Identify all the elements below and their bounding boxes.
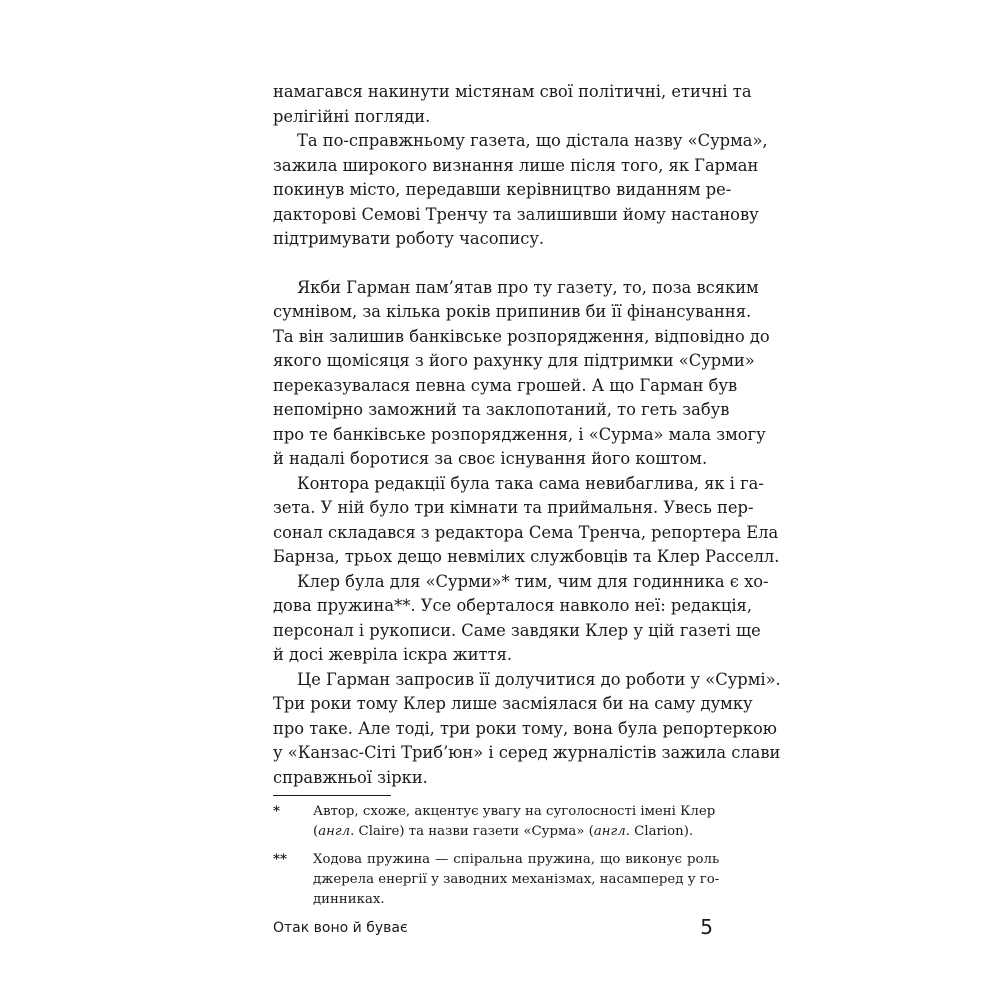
text-line: у «Канзас-Сіті Триб’юн» і серед журналістів зажила слави [273, 743, 781, 762]
footnote-divider [273, 795, 391, 796]
text-line: Та по-справжньому газета, що дістала назву «Сурма», [297, 131, 768, 150]
text-line: дова пружина**. Усе оберталося навколо неї: редакція, [273, 596, 752, 615]
paragraph-2 [273, 129, 768, 252]
text-line: персонал і рукописи. Саме завдяки Клер у цій газеті ще [273, 620, 761, 640]
text-line: Барнза, трьох дещо невмілих службовців та Клер Расселл. [273, 547, 780, 566]
text-line: сумнівом, за кілька років припинив би її фінансування. [273, 302, 752, 321]
running-footer-title: Отак воно й буває [273, 920, 408, 936]
text-line: Це Гарман запросив її долучитися до роботи у «Сурмі». [297, 669, 781, 689]
footnote-line: Ходова пружина — спіральна пружина, що виконує роль [313, 852, 720, 867]
text-line: Якби Гарман пам’ятав про ту газету, то, поза всяким [297, 277, 759, 297]
text-line: Контора редакції була така сама невибаглива, як і га- [297, 473, 764, 493]
text-line: підтримувати роботу часопису. [273, 229, 545, 248]
paragraph-1 [273, 80, 752, 129]
text-line: якого щомісяця з його рахунку для підтримки «Сурми» [273, 351, 755, 370]
footnote-line: джерела енергії у заводних механізмах, насамперед у го- [313, 872, 720, 887]
text-line: зета. У ній було три кімнати та приймальня. Увесь пер- [273, 498, 754, 517]
text-line: зажила широкого визнання лише після того, як Гарман [273, 155, 759, 175]
text-line: Клер була для «Сурми»* тим, чим для годинника є хо- [297, 571, 769, 591]
paragraph-3 [273, 276, 770, 472]
footnotes [273, 802, 720, 918]
footnote-line: динниках. [313, 892, 385, 907]
text-line: справжньої зірки. [273, 767, 428, 787]
body-text [273, 80, 781, 790]
paragraph-5 [273, 570, 769, 668]
text-line: намагався накинути містянам свої політичні, етичні та [273, 82, 752, 101]
footnote-1 [273, 802, 716, 842]
page-number: 5 [700, 915, 713, 939]
paragraph-4 [273, 472, 780, 570]
text-line: покинув місто, передавши керівництво виданням ре- [273, 180, 732, 199]
footnote-line: Автор, схоже, акцентує увагу на суголосності імені Клер [313, 804, 716, 819]
footnote-marker: ** [273, 852, 287, 867]
text-line: дакторові Семові Тренчу та залишивши йому настанову [273, 204, 759, 224]
text-line: про таке. Але тоді, три роки тому, вона була репортеркою [273, 718, 777, 738]
text-line: й досі жевріла іскра життя. [273, 645, 513, 664]
text-line: сонал складався з редактора Сема Тренча, репортера Ела [273, 522, 779, 542]
footnote-marker: * [273, 804, 280, 819]
text-line: релігійні погляди. [273, 106, 431, 126]
footnote-2 [273, 850, 720, 910]
text-line: Три роки тому Клер лише засміялася би на саму думку [273, 694, 753, 713]
paragraph-6 [273, 668, 781, 791]
section-break [273, 252, 713, 276]
text-line: переказувалася певна сума грошей. А що Гарман був [273, 375, 738, 395]
text-line: Та він залишив банківське розпорядження, відповідно до [273, 326, 770, 346]
text-line: про те банківське розпорядження, і «Сурма» мала змогу [273, 424, 766, 444]
text-line: непомірно заможний та заклопотаний, то геть забув [273, 400, 730, 419]
footnote-line: (англ. Claire) та назви газети «Сурма» (англ. Clarion). [313, 824, 694, 839]
text-line: й надалі боротися за своє існування його коштом. [273, 449, 708, 468]
